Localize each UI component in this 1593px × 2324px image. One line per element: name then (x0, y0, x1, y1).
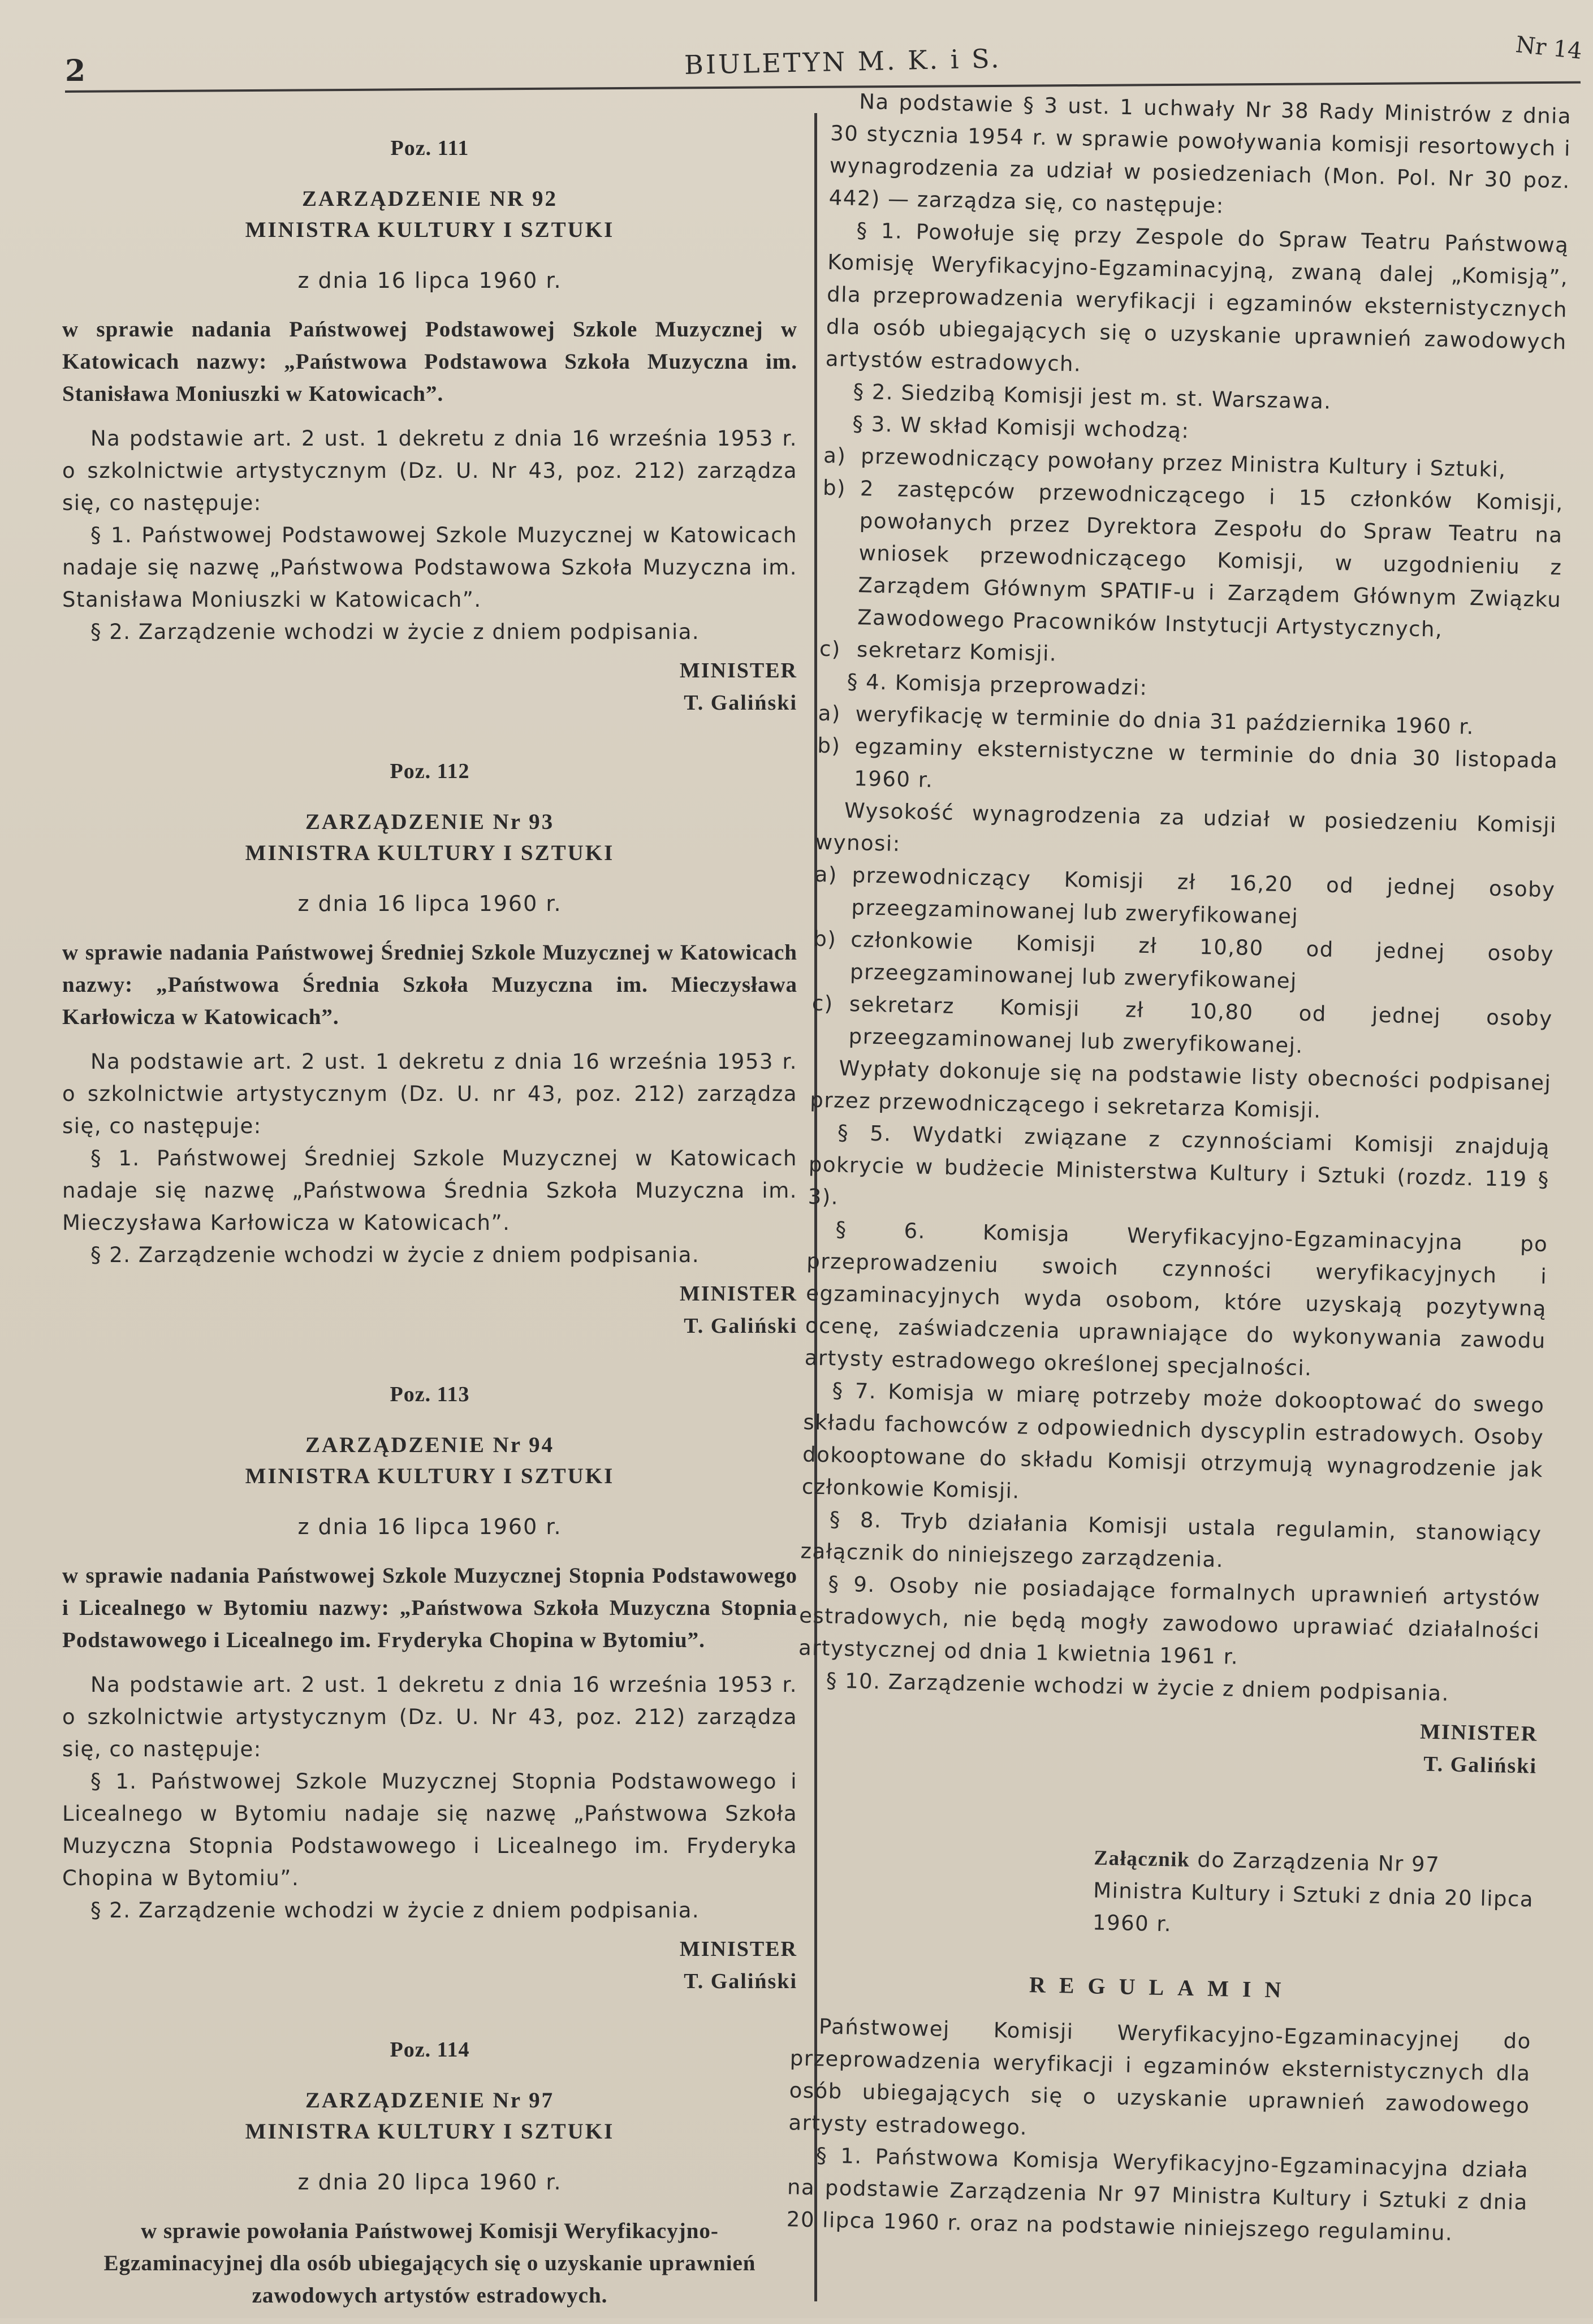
header-rule (65, 81, 1581, 93)
ordinance-preamble: Na podstawie art. 2 ust. 1 dekretu z dnia 16 września 1953 r. o szkolnictwie artystycznym (Dz. U. nr 43, poz. 212) zarządza się, co następuje: (62, 1049, 797, 1138)
section-poz-114 (62, 2037, 797, 2312)
ordinance-preamble: Na podstawie art. 2 ust. 1 dekretu z dnia 16 września 1953 r. o szkolnictwie artystycznym (Dz. U. Nr 43, poz. 212) zarządza się, co następuje: (62, 1673, 797, 1761)
item-label: c) (811, 991, 834, 1016)
signature (62, 655, 797, 719)
signature-name: T. Galiński (684, 1969, 797, 1993)
signature-title: MINISTER (679, 1282, 797, 1306)
paragraph-1: § 1. Państwowej Szkole Muzycznej Stopnia Podstawowego i Licealnego w Bytomiu nadaje się nazwę „Państwowa Szkoła Muzyczna Stopnia Podstawowego i Licealnego im. Fryderyka Chopina w Bytomiu”. (62, 1769, 797, 1890)
paragraph-2: § 2. Zarządzenie wchodzi w życie z dniem podpisania. (90, 620, 700, 644)
ordinance-subject: w sprawie powołania Państwowej Komisji Weryfikacyjno-Egzaminacyjnej dla osób ubiegających się o uzyskanie uprawnień zawodowych artystów estradowych. (103, 2219, 756, 2308)
item-label: c) (819, 636, 841, 662)
payment-note: Wypłaty dokonuje się na podstawie listy obecności podpisanej przez przewodniczącego i sekretarza Komisji. (809, 1056, 1552, 1123)
signature (62, 1278, 797, 1342)
regulamin-title: REGULAMIN (1029, 1972, 1295, 2003)
ordinance-date: z dnia 16 lipca 1960 r. (297, 1514, 562, 1539)
paragraph-1: § 1. Powołuje się przy Zespole do Spraw Teatru Państwową Komisję Weryfikacyjno-Egzaminacyjną, zwaną dalej „Komisją”, dla przeprowadzenia weryfikacji i egzaminów eksternistycznych dla osób ubiegających się o uzyskanie uprawnień zawodowych artystów estradowych. (825, 218, 1569, 377)
paragraph-10: § 10. Zarządzenie wchodzi w życie z dniem podpisania. (826, 1668, 1450, 1706)
section-poz-112 (62, 759, 797, 1342)
section-poz-111 (62, 136, 797, 719)
signature-title: MINISTER (679, 659, 797, 682)
item-label: a) (818, 701, 841, 726)
ordinance-subject: w sprawie nadania Państwowej Średniej Szkole Muzycznej w Katowicach nazwy: „Państwowa Średnia Szkoła Muzyczna im. Mieczysława Karłowicza w Katowicach”. (62, 940, 797, 1029)
ordinance-issuer: MINISTRA KULTURY I SZTUKI (245, 841, 615, 865)
paragraph-8: § 8. Tryb działania Komisji ustala regulamin, stanowiący załącznik do niniejszego zarządzenia. (800, 1507, 1543, 1573)
ordinance-title: ZARZĄDZENIE Nr 97 (305, 2088, 555, 2113)
paragraph-3: § 3. W skład Komisji wchodzą: (852, 411, 1190, 443)
paragraph-5: § 5. Wydatki związane z czynnościami Komisji znajdują pokrycie w budżecie Ministerstwa Kultury i Sztuki (rozdz. 119 § 3). (808, 1120, 1551, 1209)
poz-number: Poz. 114 (390, 2038, 470, 2062)
ordinance-date: z dnia 16 lipca 1960 r. (297, 891, 562, 916)
paragraph-1: § 1. Państwowej Podstawowej Szkole Muzycznej w Katowicach nadaje się nazwę „Państwowa Podstawowa Szkoła Muzyczna im. Stanisława Moniuszki w Katowicach”. (62, 523, 797, 612)
list-item (820, 472, 1564, 648)
left-column (62, 136, 797, 2324)
poz-number: Poz. 112 (390, 759, 470, 783)
paragraph-2: § 2. Zarządzenie wchodzi w życie z dniem podpisania. (90, 1898, 700, 1923)
signature-title: MINISTER (679, 1937, 797, 1961)
regulamin-paragraph-1: § 1. Państwowa Komisja Weryfikacyjno-Egzaminacyjna działa na podstawie Zarządzenia Nr 97 Ministra Kultury i Sztuki z dnia 20 lipca 1960 r. oraz na podstawie niniejszego regulaminu. (786, 2143, 1529, 2245)
signature-name: T. Galiński (684, 1314, 797, 1338)
item-text: weryfikację w terminie do dnia 31 października 1960 r. (855, 702, 1475, 740)
item-text: sekretarz Komisji. (856, 637, 1057, 666)
ordinance-title: ZARZĄDZENIE Nr 94 (305, 1433, 555, 1457)
right-column (786, 85, 1572, 2251)
item-label: b) (813, 926, 837, 952)
item-label: a) (823, 443, 847, 468)
ordinance-issuer: MINISTRA KULTURY I SZTUKI (245, 218, 615, 242)
item-text: członkowie Komisji zł 10,80 od jednej osoby przeegzaminowanej lub zweryfikowanej (849, 927, 1555, 993)
ordinance-subject: w sprawie nadania Państwowej Podstawowej Szkole Muzycznej w Katowicach nazwy: „Państwowa Podstawowa Szkoła Muzyczna im. Stanisława Moniuszki w Katowicach”. (62, 317, 797, 406)
item-text: sekretarz Komisji zł 10,80 od jednej osoby przeegzaminowanej lub zweryfikowanej. (848, 992, 1553, 1058)
item-text: przewodniczący powołany przez Ministra Kultury i Sztuki, (860, 444, 1507, 482)
item-label: a) (814, 862, 838, 887)
payment-intro: Wysokość wynagrodzenia za udział w posiedzeniu Komisji wynosi: (815, 798, 1557, 856)
poz-number: Poz. 111 (390, 136, 469, 160)
signature-name: T. Galiński (1423, 1752, 1538, 1778)
attachment-note (1092, 1841, 1535, 1947)
paragraph-6: § 6. Komisja Weryfikacyjno-Egzaminacyjna po przeprowadzeniu swoich czynności weryfikacyjnych i egzaminacyjnych wyda osobom, które uzyskają pozytywną ocenę, zaświadczenia uprawniające do wykonywania zawodu artysty estradowego określonej specjalności. (804, 1217, 1548, 1381)
item-text: egzaminy eksternistyczne w terminie do dnia 30 listopada 1960 r. (853, 734, 1559, 793)
signature (62, 1933, 797, 1998)
signature-title: MINISTER (1419, 1720, 1538, 1746)
signature-name: T. Galiński (684, 691, 797, 715)
paragraph-1: § 1. Państwowej Średniej Szkole Muzycznej w Katowicach nadaje się nazwę „Państwowa Średnia Szkoła Muzyczna im. Mieczysława Karłowicza w Katowicach”. (62, 1146, 797, 1235)
item-text: 2 zastępców przewodniczącego i 15 członków Komisji, powołanych przez Dyrektora Zespołu do Spraw Teatru na wniosek przewodniczącego Komisji, w uzgodnieniu z Zarządem Głównym SPATIF-u i Zarządem Głównym Związku Zawodowego Pracowników Instytucji Artystycznych, (857, 476, 1564, 642)
paragraph-2: § 2. Siedzibą Komisji jest m. st. Warszawa. (853, 379, 1332, 414)
paragraph-7: § 7. Komisja w miarę potrzeby może dokooptować do swego składu fachowców z odpowiednich dyscyplin estradowych. Osoby dokooptowane do składu Komisji otrzymują wynagrodzenie jak członkowie Komisji. (801, 1378, 1545, 1504)
ordinance-issuer: MINISTRA KULTURY I SZTUKI (245, 1464, 615, 1488)
regulamin-intro: Państwowej Komisji Weryfikacyjno-Egzaminacyjnej do przeprowadzenia weryfikacji i egzaminów eksternistycznych dla osób ubiegających się o uzyskanie uprawnień zawodowego artysty estradowego. (788, 2014, 1532, 2140)
section-poz-113 (62, 1382, 797, 1998)
attachment-label: Załącznik (1093, 1846, 1190, 1872)
issue-number: Nr 14 (1514, 31, 1583, 65)
ordinance-preamble: Na podstawie § 3 ust. 1 uchwały Nr 38 Rady Ministrów z dnia 30 stycznia 1954 r. w sprawie powoływania komisji resortowych i wynagrodzenia za udział w posiedzeniach (Mon. Pol. Nr 30 poz. 442) — zarządza się, co następuje: (828, 89, 1572, 218)
ordinance-issuer: MINISTRA KULTURY I SZTUKI (245, 2119, 615, 2144)
poz-number: Poz. 113 (390, 1383, 470, 1406)
paragraph-9: § 9. Osoby nie posiadające formalnych uprawnień artystów estradowych, nie będą mogły zawodowo uprawiać działalności artystycznej od dnia 1 kwietnia 1961 r. (798, 1571, 1541, 1669)
ordinance-date: z dnia 20 lipca 1960 r. (297, 2170, 562, 2195)
paragraph-2: § 2. Zarządzenie wchodzi w życie z dniem podpisania. (90, 1243, 700, 1267)
page-number: 2 (65, 54, 86, 88)
item-label: b) (817, 733, 841, 758)
ordinance-title: ZARZĄDZENIE NR 92 (302, 187, 558, 211)
ordinance-title: ZARZĄDZENIE Nr 93 (305, 810, 555, 834)
item-text: przewodniczący Komisji zł 16,20 od jednej osoby przeegzaminowanej lub zweryfikowanej (851, 863, 1556, 929)
journal-title: BIULETYN M. K. i S. (684, 43, 1002, 80)
attachment-text: do Zarządzenia Nr 97 Ministra Kultury i Sztuki z dnia 20 lipca 1960 r. (1092, 1847, 1534, 1937)
ordinance-preamble: Na podstawie art. 2 ust. 1 dekretu z dnia 16 września 1953 r. o szkolnictwie artystycznym (Dz. U. Nr 43, poz. 212) zarządza się, co następuje: (62, 426, 797, 515)
paragraph-4: § 4. Komisja przeprowadzi: (847, 669, 1148, 700)
ordinance-subject: w sprawie nadania Państwowej Szkole Muzycznej Stopnia Podstawowego i Licealnego w Bytomiu nazwy: „Państwowa Szkoła Muzyczna Stopnia Podstawowego i Licealnego im. Fryderyka Chopina w Bytomiu”. (62, 1563, 797, 1652)
item-label: b) (822, 475, 847, 500)
ordinance-date: z dnia 16 lipca 1960 r. (297, 268, 562, 293)
signature (796, 1703, 1538, 1782)
